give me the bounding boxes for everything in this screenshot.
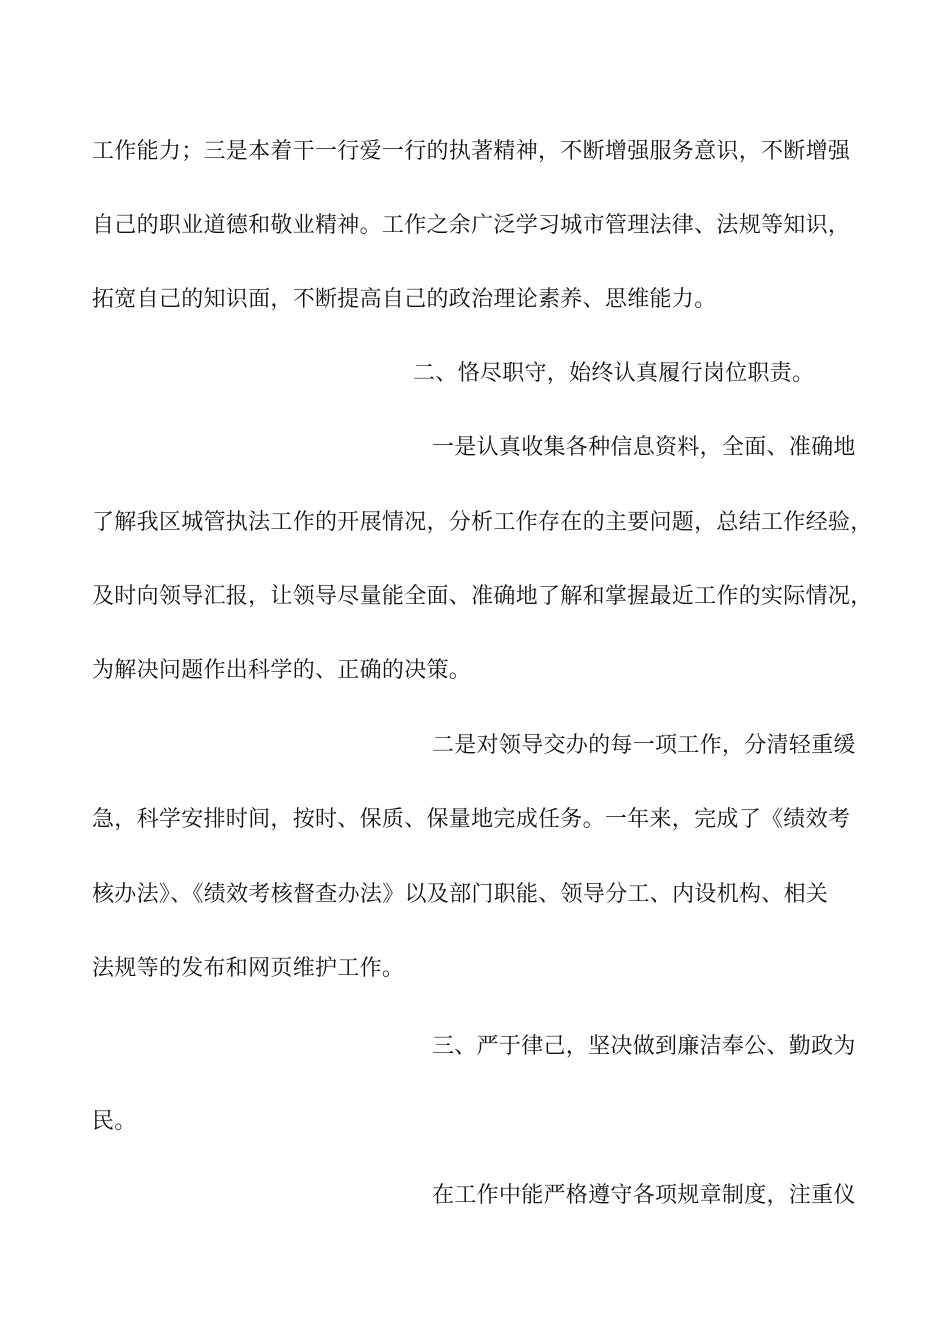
text-line: 一是认真收集各种信息资料，全面、准确地 bbox=[432, 435, 856, 460]
text-line: 工作能力；三是本着干一行爱一行的执著精神，不断增强服务意识，不断增强 bbox=[92, 139, 851, 164]
text-line: 二是对领导交办的每一项工作，分清轻重缓 bbox=[432, 733, 856, 758]
text-line: 在工作中能严格遵守各项规章制度，注重仪 bbox=[432, 1183, 856, 1208]
text-line: 急，科学安排时间，按时、保质、保量地完成任务。一年来，完成了《绩效考 bbox=[92, 807, 851, 832]
text-line: 了解我区城管执法工作的开展情况，分析工作存在的主要问题，总结工作经验， bbox=[92, 510, 873, 535]
text-line: 拓宽自己的知识面，不断提高自己的政治理论素养、思维能力。 bbox=[92, 287, 717, 312]
text-line: 核办法》、《绩效考核督查办法》以及部门职能、领导分工、内设机构、相关 bbox=[92, 882, 829, 907]
text-line: 自己的职业道德和敬业精神。工作之余广泛学习城市管理法律、法规等知识， bbox=[92, 213, 851, 238]
text-line: 法规等的发布和网页维护工作。 bbox=[92, 956, 405, 981]
text-line: 为解决问题作出科学的、正确的决策。 bbox=[92, 658, 472, 683]
section-heading: 三、严于律己，坚决做到廉洁奉公、勤政为 bbox=[432, 1034, 856, 1059]
text-line: 民。 bbox=[92, 1109, 137, 1134]
text-line: 及时向领导汇报，让领导尽量能全面、准确地了解和掌握最近工作的实际情况， bbox=[92, 584, 873, 609]
section-heading: 二、恪尽职守，始终认真履行岗位职责。 bbox=[413, 361, 815, 386]
